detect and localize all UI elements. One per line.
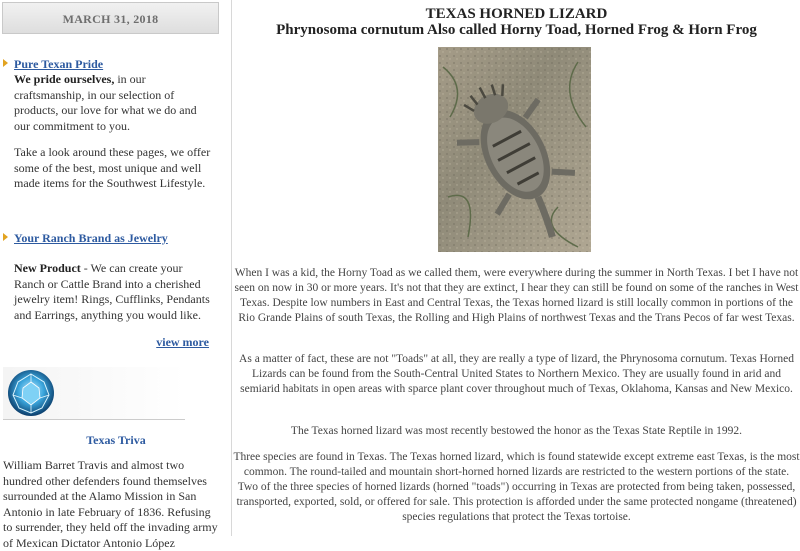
diamond-gem-icon <box>4 368 58 418</box>
brand-description <box>14 261 212 323</box>
species-paragraph: Three species are found in Texas. The Texas horned lizard, which is found statewide except extreme east Texas, is the most common. The round-tailed and mountain short-horned horned lizards are restricted to the western portions of the state. Two of the three species of horned lizards (horned "toads") occurring in Texas are protected from being taken, possessed, transported, exported, sold, or offered for sale. This protection is afforded under the same protected nongame (threatened) species regulations that protect the Texas tortoise. <box>233 451 800 523</box>
pride-text: in our craftsmanship, in our selection of products, our love for what we do and our commitment to you. <box>14 72 197 133</box>
pride-bold-lead: We pride ourselves, <box>14 72 115 86</box>
arrow-right-icon <box>3 233 8 241</box>
ranch-brand-jewelry-link[interactable] <box>3 231 168 246</box>
lizard-paragraph: As a matter of fact, these are not "Toads" at all, they are really a type of lizard, the Phrynosoma cornutum. Texas Horned Lizards can be found from the South-Central United States to Northern Mexico. They are usually found in arid and semiarid habitats in open areas with sparce plant cover throughout much of Texas, Oklahoma, Kansas and New Mexico. <box>239 353 794 395</box>
texas-triva-text: William Barret Travis and almost two hundred other defenders found themselves surrounded at the Alamo Mission in San Antonio in late February of 1836. Refusing to surrender, they held off the invading army of Mexican Dictator Antonio López <box>3 458 218 550</box>
page-subtitle: Phrynosoma cornutum Also called Horny Toad, Horned Frog & Horn Frog <box>276 22 757 38</box>
date-bar: MARCH 31, 2018 <box>2 2 219 34</box>
brand-bold-lead: New Product <box>14 261 81 275</box>
pride-description <box>14 72 212 134</box>
ranch-brand-jewelry-label: Your Ranch Brand as Jewelry <box>14 231 168 245</box>
gem-banner <box>3 367 185 420</box>
texas-triva-title: Texas Triva <box>86 433 146 447</box>
column-divider <box>231 0 232 536</box>
main-content <box>233 0 800 536</box>
state-reptile-paragraph: The Texas horned lizard was most recently bestowed the honor as the Texas State Reptile in 1992. <box>290 425 743 437</box>
pure-texan-pride-label: Pure Texan Pride <box>14 57 104 71</box>
sidebar <box>0 0 228 550</box>
view-more-link[interactable]: view more <box>156 335 209 349</box>
arrow-right-icon <box>3 59 8 67</box>
pure-texan-pride-link[interactable] <box>3 57 103 72</box>
brand-text: - We can create your Ranch or Cattle Brand into a cherished jewelry item! Rings, Cufflinks, Pendants and Earrings, anything you would like. <box>14 261 210 322</box>
intro-paragraph: When I was a kid, the Horny Toad as we called them, were everywhere during the summer in North Texas. I bet I have not seen on now in 30 or more years. It's not that they are extinct, I hear they can still be found on some of the ranches in West Texas. Despite low numbers in East and Central Texas, the Texas horned lizard is still locally common in portions of the Rio Grande Plains of south Texas, the Rolling and High Plains of northwest Texas and the Trans Pecos of far west Texas. <box>234 267 799 324</box>
page-title: TEXAS HORNED LIZARD <box>425 6 608 22</box>
horned-lizard-photo <box>438 47 591 252</box>
pride-description-2: Take a look around these pages, we offer some of the best, most unique and well made items for the Southwest Lifestyle. <box>14 145 211 190</box>
